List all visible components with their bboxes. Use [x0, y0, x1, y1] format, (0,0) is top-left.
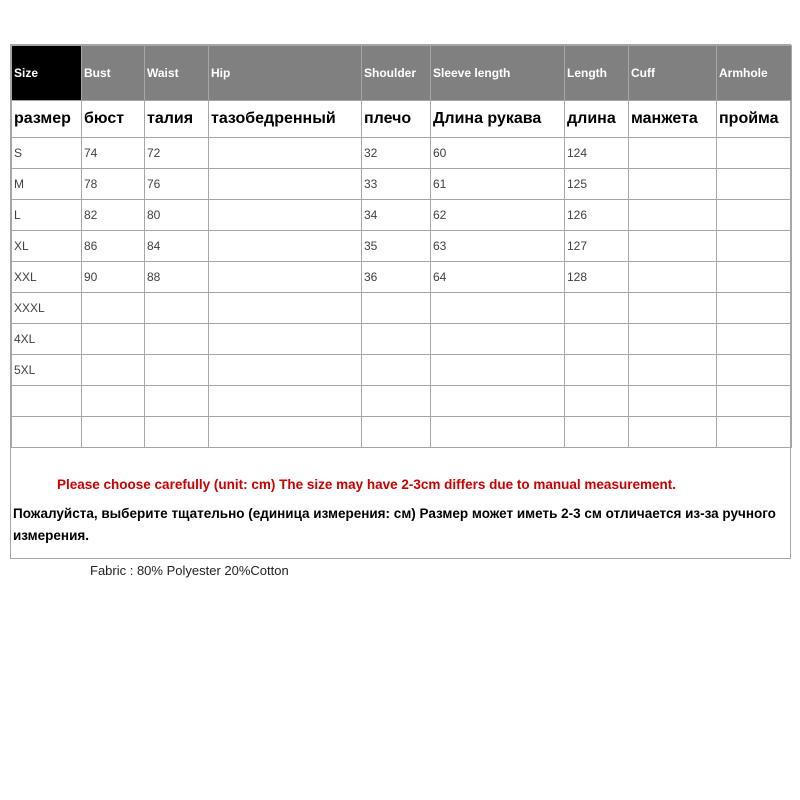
table-cell	[145, 324, 209, 355]
table-cell: 88	[145, 262, 209, 293]
table-cell	[629, 355, 717, 386]
table-cell: S	[12, 138, 82, 169]
table-cell	[362, 386, 431, 417]
table-cell	[717, 386, 792, 417]
table-cell: 34	[362, 200, 431, 231]
table-cell	[629, 324, 717, 355]
table-cell: 33	[362, 169, 431, 200]
table-cell: M	[12, 169, 82, 200]
table-cell	[362, 324, 431, 355]
table-cell	[629, 262, 717, 293]
notice-russian: Пожалуйста, выберите тщательно (единица измерения: см) Размер может иметь 2-3 см отличается из-за ручного измерения.	[13, 506, 776, 543]
header-size: Size	[12, 46, 82, 101]
header-ru-armhole: пройма	[717, 101, 792, 138]
table-cell: 84	[145, 231, 209, 262]
header-ru-bust: бюст	[82, 101, 145, 138]
table-cell: 60	[431, 138, 565, 169]
table-cell	[82, 386, 145, 417]
table-cell: 62	[431, 200, 565, 231]
table-cell	[717, 324, 792, 355]
table-cell: 63	[431, 231, 565, 262]
table-cell	[209, 355, 362, 386]
table-cell: 124	[565, 138, 629, 169]
header-hip: Hip	[209, 46, 362, 101]
table-row	[12, 169, 792, 200]
table-cell: 4XL	[12, 324, 82, 355]
table-cell	[431, 293, 565, 324]
table-cell: 86	[82, 231, 145, 262]
table-cell	[717, 169, 792, 200]
table-cell	[629, 417, 717, 448]
table-cell	[565, 386, 629, 417]
table-cell: 35	[362, 231, 431, 262]
header-ru-hip: тазобедренный	[209, 101, 362, 138]
table-cell: 78	[82, 169, 145, 200]
table-cell	[12, 386, 82, 417]
table-cell	[82, 324, 145, 355]
table-cell	[362, 293, 431, 324]
size-chart	[10, 44, 791, 559]
table-cell: 80	[145, 200, 209, 231]
table-cell	[717, 355, 792, 386]
table-cell	[209, 386, 362, 417]
table-row	[12, 262, 792, 293]
table-row	[12, 324, 792, 355]
header-waist: Waist	[145, 46, 209, 101]
table-cell	[431, 386, 565, 417]
table-row	[12, 293, 792, 324]
table-cell	[565, 293, 629, 324]
table-cell	[629, 231, 717, 262]
table-cell	[431, 324, 565, 355]
size-table	[11, 45, 792, 448]
table-cell: 126	[565, 200, 629, 231]
table-cell: 76	[145, 169, 209, 200]
table-cell	[717, 138, 792, 169]
table-cell	[209, 231, 362, 262]
table-cell	[209, 324, 362, 355]
table-cell	[82, 355, 145, 386]
header-shoulder: Shoulder	[362, 46, 431, 101]
header-ru-cuff: манжета	[629, 101, 717, 138]
table-row	[12, 231, 792, 262]
table-cell: 5XL	[12, 355, 82, 386]
table-cell: 64	[431, 262, 565, 293]
table-cell	[717, 262, 792, 293]
measurement-notice	[11, 461, 791, 559]
table-row	[12, 386, 792, 417]
table-cell: 36	[362, 262, 431, 293]
table-cell	[82, 417, 145, 448]
table-row	[12, 138, 792, 169]
table-cell: 90	[82, 262, 145, 293]
table-cell: 82	[82, 200, 145, 231]
table-cell: XXXL	[12, 293, 82, 324]
table-cell	[209, 262, 362, 293]
table-cell	[717, 293, 792, 324]
fabric-composition: Fabric : 80% Polyester 20%Cotton	[90, 563, 289, 578]
table-cell	[431, 417, 565, 448]
header-bust: Bust	[82, 46, 145, 101]
table-cell: 128	[565, 262, 629, 293]
header-row-ru	[12, 101, 792, 138]
table-cell	[209, 293, 362, 324]
header-ru-size: размер	[12, 101, 82, 138]
header-ru-length: длина	[565, 101, 629, 138]
table-cell: 72	[145, 138, 209, 169]
table-row	[12, 417, 792, 448]
table-cell	[82, 293, 145, 324]
table-cell	[717, 231, 792, 262]
table-cell	[629, 293, 717, 324]
table-cell: XXL	[12, 262, 82, 293]
table-cell	[145, 417, 209, 448]
table-cell	[629, 138, 717, 169]
table-cell	[12, 417, 82, 448]
table-cell	[629, 169, 717, 200]
header-sleeve-length: Sleeve length	[431, 46, 565, 101]
table-cell	[629, 386, 717, 417]
table-cell	[145, 386, 209, 417]
header-ru-sleeve-length: Длина рукава	[431, 101, 565, 138]
table-cell	[145, 293, 209, 324]
table-cell: L	[12, 200, 82, 231]
table-cell	[565, 324, 629, 355]
table-cell	[629, 200, 717, 231]
header-armhole: Armhole	[717, 46, 792, 101]
table-cell	[362, 417, 431, 448]
table-cell: 32	[362, 138, 431, 169]
notice-english: Please choose carefully (unit: cm) The size may have 2-3cm differs due to manual measurement.	[57, 477, 676, 492]
header-row-en	[12, 46, 792, 101]
table-cell	[565, 417, 629, 448]
table-cell	[209, 417, 362, 448]
header-length: Length	[565, 46, 629, 101]
table-cell	[209, 138, 362, 169]
table-cell: XL	[12, 231, 82, 262]
table-cell: 74	[82, 138, 145, 169]
table-cell	[565, 355, 629, 386]
header-ru-waist: талия	[145, 101, 209, 138]
table-cell: 125	[565, 169, 629, 200]
table-cell	[209, 169, 362, 200]
table-cell	[431, 355, 565, 386]
table-cell	[209, 200, 362, 231]
table-cell	[717, 417, 792, 448]
table-row	[12, 355, 792, 386]
header-cuff: Cuff	[629, 46, 717, 101]
table-cell: 61	[431, 169, 565, 200]
table-row	[12, 200, 792, 231]
table-cell: 127	[565, 231, 629, 262]
header-ru-shoulder: плечо	[362, 101, 431, 138]
table-cell	[145, 355, 209, 386]
table-cell	[362, 355, 431, 386]
table-cell	[717, 200, 792, 231]
